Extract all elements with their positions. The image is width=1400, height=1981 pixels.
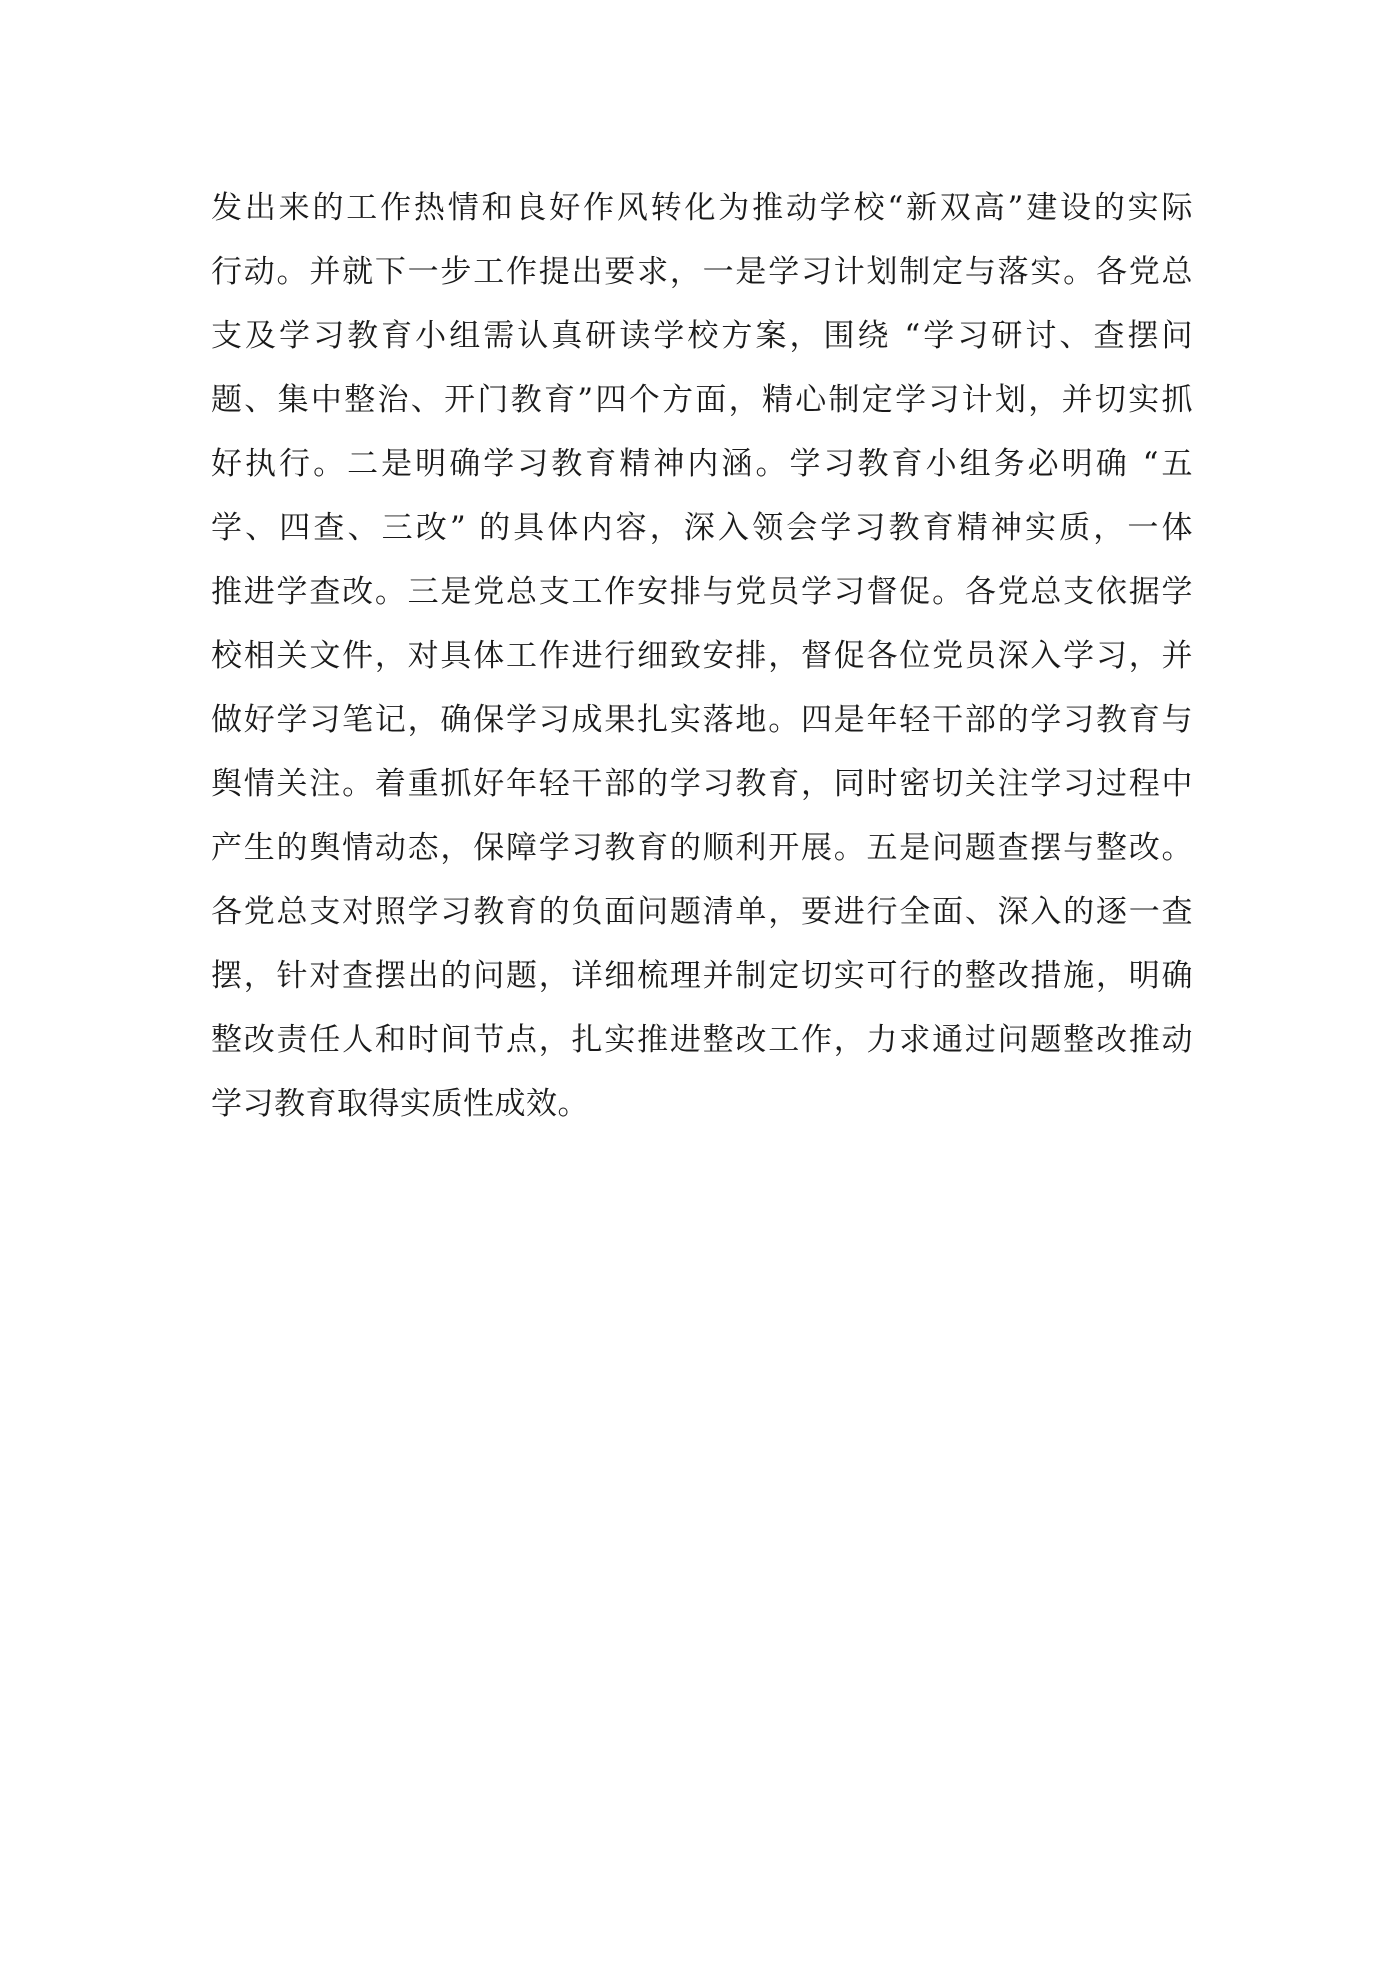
text-line: 做好学习笔记，确保学习成果扎实落地。四是年轻干部的学习教育与 [211, 702, 1193, 738]
text-line: 发出来的工作热情和良好作风转化为推动学校“新双高”建设的实际 [211, 190, 1193, 226]
body-paragraph [211, 176, 1193, 1136]
text-line: 摆，针对查摆出的问题，详细梳理并制定切实可行的整改措施，明确 [211, 958, 1193, 994]
text-line: 各党总支对照学习教育的负面问题清单，要进行全面、深入的逐一查 [211, 894, 1193, 930]
text-line: 支及学习教育小组需认真研读学校方案，围绕 “学习研讨、查摆问 [211, 318, 1193, 354]
text-line: 好执行。二是明确学习教育精神内涵。学习教育小组务必明确 “五 [211, 446, 1193, 482]
text-line: 舆情关注。着重抓好年轻干部的学习教育，同时密切关注学习过程中 [211, 766, 1193, 802]
text-line: 行动。并就下一步工作提出要求，一是学习计划制定与落实。各党总 [211, 254, 1193, 290]
text-line: 整改责任人和时间节点，扎实推进整改工作，力求通过问题整改推动 [211, 1022, 1193, 1058]
text-line: 学、四查、三改” 的具体内容，深入领会学习教育精神实质，一体 [211, 510, 1193, 546]
text-line: 产生的舆情动态，保障学习教育的顺利开展。五是问题查摆与整改。 [211, 830, 1193, 866]
text-line: 题、集中整治、开门教育”四个方面，精心制定学习计划，并切实抓 [211, 382, 1193, 418]
text-line: 校相关文件，对具体工作进行细致安排，督促各位党员深入学习，并 [211, 638, 1193, 674]
text-line: 推进学查改。三是党总支工作安排与党员学习督促。各党总支依据学 [211, 574, 1193, 610]
text-line: 学习教育取得实质性成效。 [211, 1086, 589, 1122]
